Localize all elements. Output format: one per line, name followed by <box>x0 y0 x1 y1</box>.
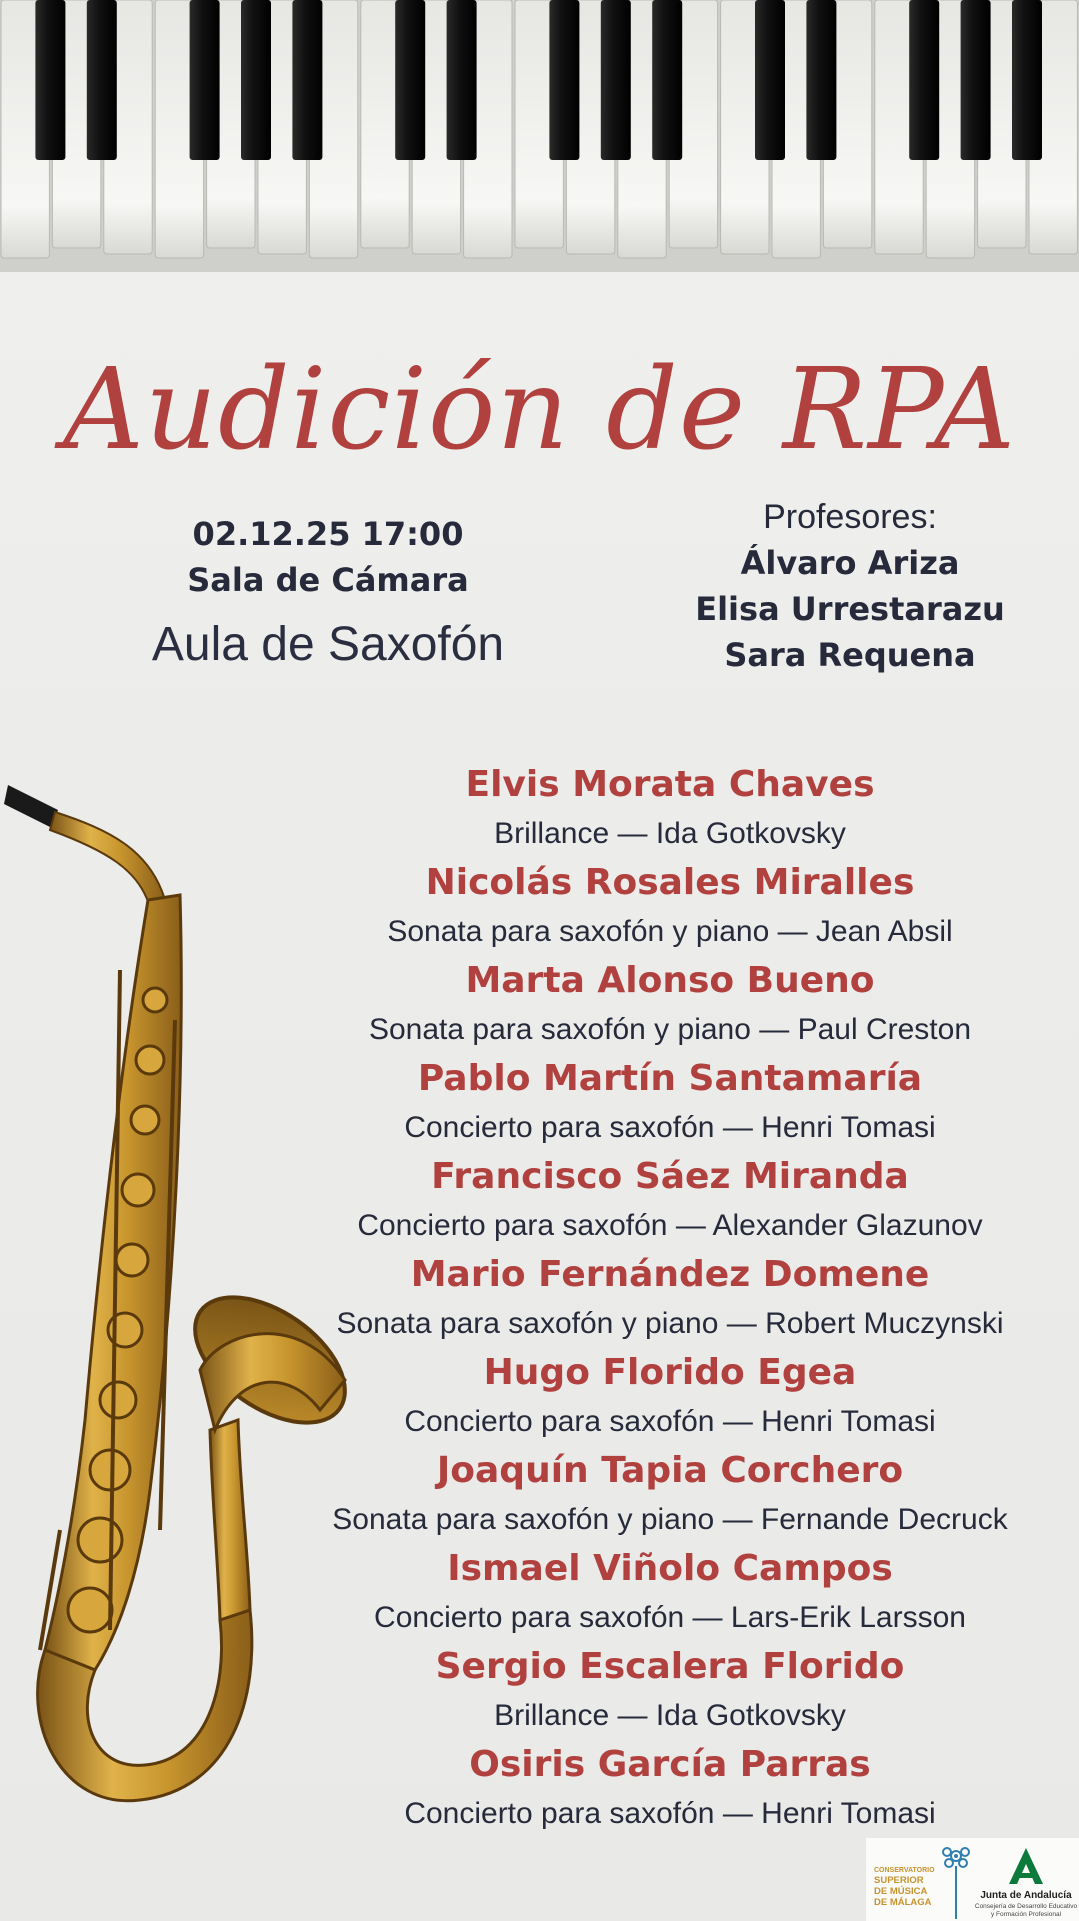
teachers-label: Profesores: <box>763 498 937 536</box>
logo-line: CONSERVATORIO <box>874 1867 935 1874</box>
piano-black-key <box>395 0 425 160</box>
program-item <box>290 1543 1050 1641</box>
performer-name: Osiris García Parras <box>469 1744 871 1785</box>
piece-title: Sonata para saxofón y piano — Jean Absil <box>387 915 953 948</box>
piece-title: Concierto para saxofón — Henri Tomasi <box>404 1111 936 1144</box>
piece-title: Concierto para saxofón — Henri Tomasi <box>404 1405 936 1438</box>
piano-black-key <box>961 0 991 160</box>
logo-line: DE MÚSICA <box>874 1886 928 1897</box>
piano-black-key <box>447 0 477 160</box>
teacher-name: Elisa Urrestarazu <box>695 590 1005 628</box>
program-item <box>290 1347 1050 1445</box>
piano-black-key <box>241 0 271 160</box>
piano-black-key <box>35 0 65 160</box>
piece-title: Brillance — Ida Gotkovsky <box>494 1699 846 1732</box>
piano-black-key <box>190 0 220 160</box>
piece-title: Concierto para saxofón — Alexander Glazunov <box>357 1209 983 1242</box>
piece-title: Concierto para saxofón — Lars-Erik Larsson <box>374 1601 966 1634</box>
program-item <box>290 1249 1050 1347</box>
performer-name: Hugo Florido Egea <box>483 1352 857 1393</box>
logos-strip <box>866 1838 1079 1921</box>
piano-black-key <box>652 0 682 160</box>
piano-black-key <box>909 0 939 160</box>
performer-name: Sergio Escalera Florido <box>435 1646 905 1687</box>
junta-andalucia-logo <box>974 1844 1078 1919</box>
date-time: 02.12.25 17:00 <box>192 515 464 553</box>
piece-title: Brillance — Ida Gotkovsky <box>494 817 846 850</box>
program-item <box>290 1053 1050 1151</box>
program-item <box>290 857 1050 955</box>
performer-name: Mario Fernández Domene <box>410 1254 930 1295</box>
piano-black-key <box>87 0 117 160</box>
program-item <box>290 759 1050 857</box>
piece-title: Sonata para saxofón y piano — Paul Creston <box>368 1013 972 1046</box>
logo-line: SUPERIOR <box>874 1875 924 1886</box>
piano-keyboard-image <box>0 0 1079 272</box>
piano-black-key <box>549 0 579 160</box>
piece-title: Concierto para saxofón — Henri Tomasi <box>404 1797 936 1830</box>
performer-name: Nicolás Rosales Miralles <box>425 862 915 903</box>
piano-black-key <box>1012 0 1042 160</box>
performer-name: Marta Alonso Bueno <box>465 960 875 1001</box>
conservatory-logo <box>872 1844 972 1919</box>
piano-black-key <box>806 0 836 160</box>
class-name: Aula de Saxofón <box>151 618 505 671</box>
venue-room: Sala de Cámara <box>187 561 469 599</box>
teacher-name: Álvaro Ariza <box>740 544 960 582</box>
flower-icon <box>938 1844 974 1919</box>
poster-title: Audición de RPA <box>62 345 1017 475</box>
program-item <box>290 1739 1050 1837</box>
performer-name: Ismael Viñolo Campos <box>447 1548 893 1589</box>
performer-name: Francisco Sáez Miranda <box>431 1156 909 1197</box>
performer-name: Pablo Martín Santamaría <box>417 1058 923 1099</box>
program-item <box>290 1641 1050 1739</box>
piece-title: Sonata para saxofón y piano — Robert Muczynski <box>336 1307 1004 1340</box>
performer-name: Joaquín Tapia Corchero <box>436 1450 904 1491</box>
junta-name: Junta de Andalucía <box>980 1890 1072 1901</box>
program-list <box>290 759 1050 1837</box>
teacher-name: Sara Requena <box>724 636 976 674</box>
program-item <box>290 1151 1050 1249</box>
junta-subtitle: Consejería de Desarrollo Educativo y Formación Profesional <box>974 1903 1078 1918</box>
piano-black-key <box>292 0 322 160</box>
piano-black-key <box>601 0 631 160</box>
piano-black-key <box>755 0 785 160</box>
performer-name: Elvis Morata Chaves <box>465 764 875 805</box>
piece-title: Sonata para saxofón y piano — Fernande Decruck <box>332 1503 1008 1536</box>
program-item <box>290 955 1050 1053</box>
conservatory-logo-text <box>874 1866 944 1908</box>
program-item <box>290 1445 1050 1543</box>
logo-line: DE MÁLAGA <box>874 1897 932 1908</box>
junta-a-icon <box>1006 1846 1046 1886</box>
teachers-block <box>690 494 1010 678</box>
